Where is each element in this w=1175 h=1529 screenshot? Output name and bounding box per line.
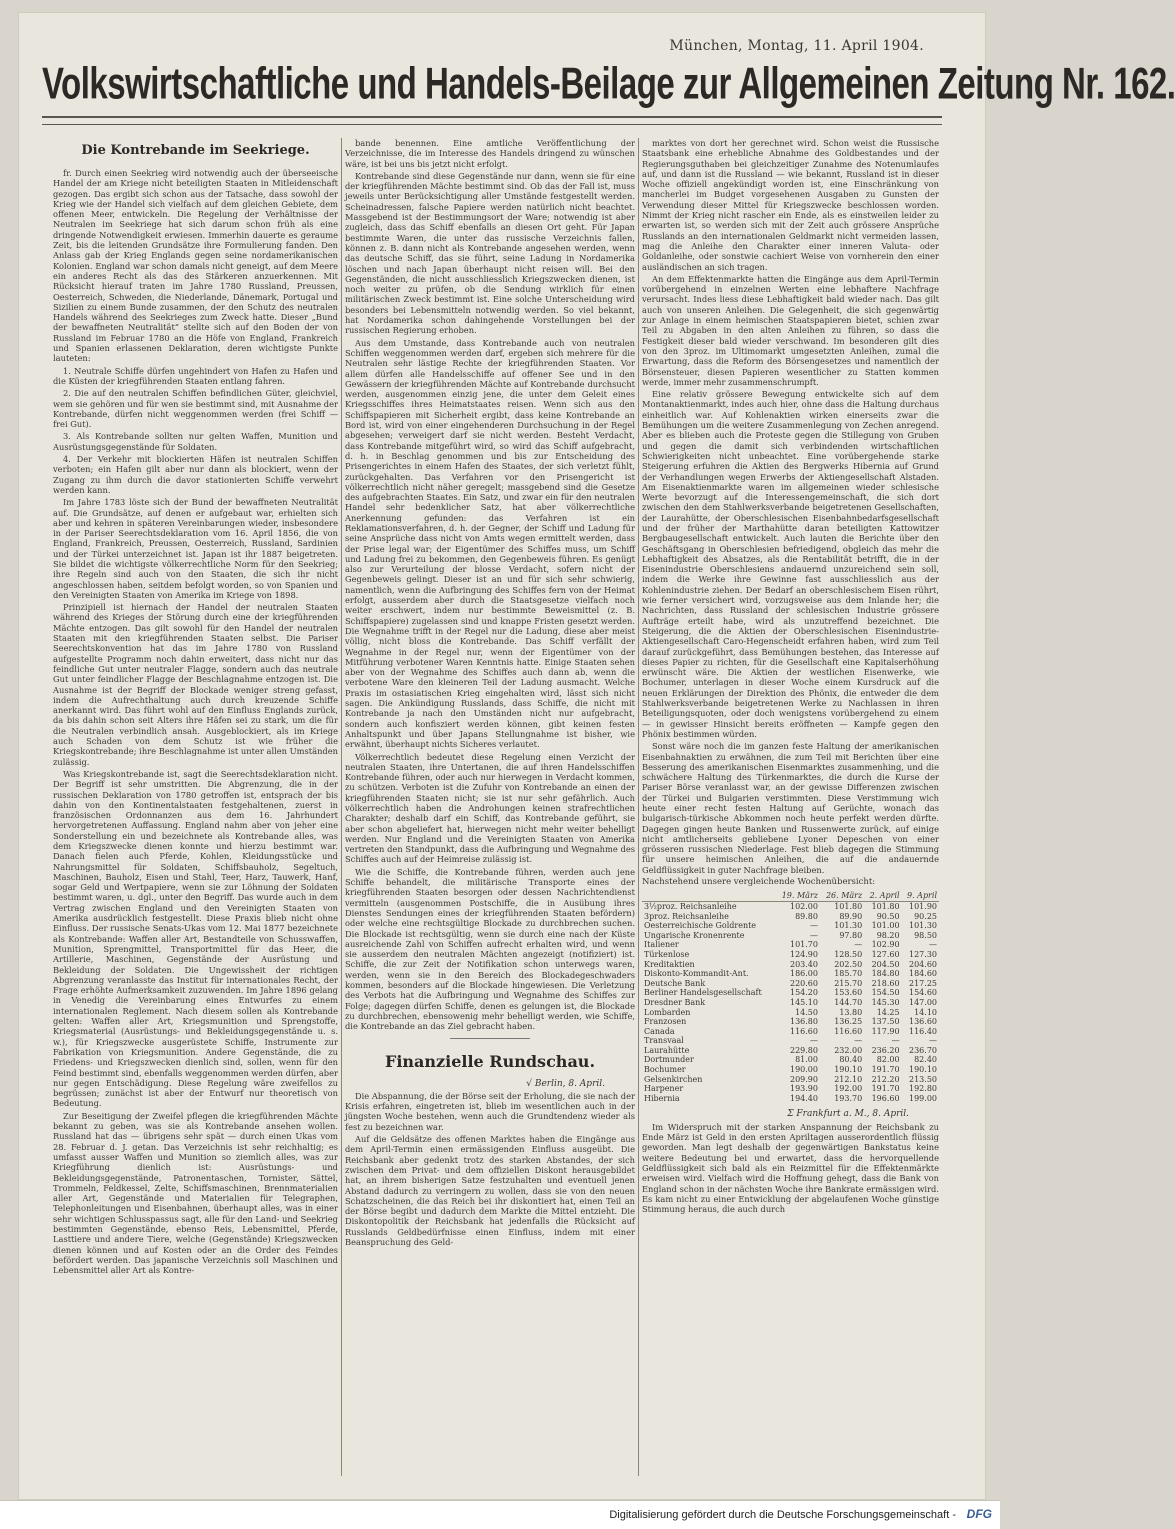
quote-value: 184.80 bbox=[871, 969, 900, 979]
paragraph: bande benennen. Eine amtliche Veröffentlichung der Verzeichnisse, die im Interesse des Handels dringend zu wünschen wäre, ist bei uns bis jetzt nicht erfolgt. bbox=[345, 138, 635, 169]
paragraph: Auf die Geldsätze des offenen Marktes haben die Eingänge aus dem April-Termin einen ermässigenden Einfluss ausgeübt. Die Reichsbank aber gedenkt trotz des starken Abstandes, der sich zwischen dem Privat- und dem offiziellen Diskont herausgebildet hat, an ihrem bisherigen Satze festzuhalten und eventuell jenen Abstand dadurch zu verringern zu wollen, dass sie von den neuen Schatzscheinen, die das Reich bei ihr diskontiert hat, einen Teil an der Börse begibt und dadurch dem Markte die Mittel entzieht. Die Diskontopolitik der Reichsbank hat jedenfalls die Rücksicht auf Russlands Geldbedürfnisse einen Einfluss, indem mit einer Beanspruchung des Geld- bbox=[345, 1134, 635, 1247]
quote-value: 82.40 bbox=[914, 1055, 937, 1065]
table-row bbox=[642, 901, 939, 911]
quote-value: 127.60 bbox=[871, 949, 900, 959]
article-end-rule bbox=[450, 1038, 530, 1039]
table-row bbox=[642, 1036, 939, 1046]
paragraph: Sonst wäre noch die im ganzen feste Haltung der amerikanischen Eisenbahnaktien zu erwähnen, die zum Teil mit Berichten über eine Besserung des amerikanischen Eisenmarktes zusammenhing, und die schwächere Haltung des Türkenmarktes, die durch die Kurse der Pariser Börse veranlasst war, an der gewisse Differenzen zwischen der Türkei und Bulgarien verstimmten. Diese Verstimmung wich heute einer recht festen Haltung auf Gerüchte, wonach das bulgarisch-türkische Abkommen noch heute perfekt werden dürfte. Dagegen gingen heute Banken und Russenwerte zurück, auf einige nicht amtlicherseits gebliebene Lyoner Depeschen von einer grösseren russischen Niederlage. Fest blieb dagegen die Stimmung für unsere heimischen Anleihen, die auf die andauernde Geldflüssigkeit in guter Nachfrage bleiben. bbox=[642, 741, 939, 875]
dateline: München, Montag, 11. April 1904. bbox=[669, 38, 924, 54]
paragraph: Völkerrechtlich bedeutet diese Regelung einen Verzicht der neutralen Staaten, ihre Untertanen, die auf ihren Handelsschiffen Kontrebande führen, oder auch nur hierwegen in Verdacht kommen, zu schützen. Verboten ist die Zufuhr von Kontrebande an einen der kriegführenden Staaten nicht; sie ist nur sehr gefährlich. Auch völkerrechtlich haben die Androhungen keinen strafrechtlichen Charakter; deshalb darf ein Schiff, das Kontrebande geführt, sie aber schon abgeliefert hat, hierwegen nicht mehr weiter behelligt werden. Nur England und die Vereinigten Staaten von Amerika vertreten den Standpunkt, dass die Aufbringung und Wegnahme des Schiffes auch auf der Heimreise zulässig ist. bbox=[345, 751, 635, 865]
quote-value: 81.00 bbox=[795, 1055, 818, 1065]
column-3 bbox=[642, 138, 939, 1476]
table-title: Nachstehend unsere vergleichende Wochenübersicht: bbox=[642, 877, 876, 888]
quote-value: 90.25 bbox=[914, 911, 937, 921]
quote-value: 232.00 bbox=[834, 1045, 863, 1055]
article-body bbox=[345, 1091, 635, 1247]
quote-value: 101.70 bbox=[789, 940, 818, 950]
quote-value: 190.10 bbox=[909, 1065, 937, 1075]
security-name: Oesterreichische Goldrente bbox=[644, 921, 757, 931]
paragraph: fr. Durch einen Seekrieg wird notwendig auch der überseeische Handel der am Kriege nicht beteiligten Staaten in Mitleidenschaft gezogen. Das ergibt sich schon aus der Tatsache, dass sowohl der Krieg wie der Handel sich vielfach auf dem gleichen Gebiete, dem offenen Meer, entwickeln. Die Regelung der Verhältnisse der Neutralen im Seekriege hat sich darum schon früh als eine dringende Notwendigkeit erwiesen. Immerhin dauerte es geraume Zeit, bis die leitenden Grundsätze ihre Formulierung fanden. Den Anlass gab der Krieg Englands gegen seine nordamerikanischen Kolonien. England war schon damals nicht geneigt, auf dem Meere ein anderes Recht als das des Stärkeren anzuerkennen. Mit Rücksicht hierauf traten im Jahre 1780 Russland, Preussen, Oesterreich, Schweden, die Niederlande, Dänemark, Portugal und Sizilien zu einem Bunde zusammen, der den Schutz des neutralen Handels während des Seekrieges zum Zweck hatte. Dieser „Bund der bewaffneten Neutralität“ stellte sich auf den Boden der von Russland im Februar 1780 an die Höfe von England, Frankreich und Spanien erlassenen Deklaration, deren wichtigste Punkte lauteten: bbox=[53, 168, 338, 364]
article-body bbox=[642, 1122, 939, 1215]
quote-value: 137.50 bbox=[871, 1017, 900, 1027]
quote-value: 209.90 bbox=[789, 1074, 818, 1084]
paragraph: Im Widerspruch mit der starken Anspannung der Reichsbank zu Ende März ist Geld in den ersten Apriltagen ausserordentlich flüssig geworden. Man legt deshalb der gegenwärtigen Bankstatus keine weitere Bedeutung bei und erwartet, dass die hervorquellende Geldflüssigkeit sich bald als ein Reizmittel für die Effektenmärkte erweisen wird. Vielfach wird die Hoffnung gehegt, dass die Bank von England schon in der nächsten Woche ihre Bankrate ermässigen wird. Es kam nicht zu einer Entwicklung der abgelaufenen Woche günstige Stimmung heraus, die auch durch bbox=[642, 1121, 939, 1215]
paragraph: Wie die Schiffe, die Kontrebande führen, werden auch jene Schiffe behandelt, die militärische Transporte eines der kriegführenden Staaten besorgen oder dessen Nachrichtendienst vermitteln (ausgenommen Postschiffe, die in Ausübung ihres Dienstes Sendungen eines der kriegführenden Staaten befördern) oder welche eine rechtsgültige Blockade zu durchbrechen suchen. Die Blockade ist rechtsgültig, wenn sie durch eine nach der Küste ausreichende Zahl von Schiffen aufrecht erhalten wird, und wenn sie ausserdem den neutralen Mächten angezeigt (notifiziert) ist. Schiffe, die zur Zeit der Notifikation schon unterwegs waren, werden, wenn sie in den Bereich des Blockadegeschwaders kommen, besonders auf die Blockade hingewiesen. Die Verletzung des Verbots hat die Aufbringung und Wegnahme des Schiffes zur Folge; dagegen dürfen Schiffe, denen es gelungen ist, die Blockade zu durchbrechen, ebensowenig mehr behelligt werden, wie Schiffe, die Kontrebande an das Ziel gebracht haben. bbox=[345, 866, 635, 1032]
security-name: Berliner Handelsgesellschaft bbox=[644, 988, 762, 998]
quote-value: 128.50 bbox=[834, 949, 863, 959]
quote-value: 90.50 bbox=[876, 911, 900, 921]
quote-value: 212.10 bbox=[834, 1074, 863, 1084]
security-name: Türkenlose bbox=[644, 949, 690, 959]
quote-value: 13.80 bbox=[839, 1007, 863, 1017]
quote-value: — bbox=[809, 921, 818, 931]
table-row bbox=[642, 1065, 939, 1075]
column-2 bbox=[345, 138, 635, 1476]
quote-value: 186.00 bbox=[789, 969, 818, 979]
article-title: Finanzielle Rundschau. bbox=[384, 1051, 596, 1071]
article-body-continued bbox=[642, 138, 939, 875]
security-name: Italiener bbox=[644, 940, 679, 950]
security-name: 3proz. Reichsanleihe bbox=[644, 911, 729, 921]
quote-value: 215.70 bbox=[834, 978, 863, 988]
table-row bbox=[642, 998, 939, 1008]
paragraph: 1. Neutrale Schiffe dürfen ungehindert von Hafen zu Hafen und die Küsten der kriegführenden Staaten entlang fahren. bbox=[53, 365, 338, 386]
article-dateline: Σ Frankfurt a. M., 8. April. bbox=[787, 1109, 909, 1120]
paragraph: Prinzipiell ist hiernach der Handel der neutralen Staaten während des Krieges der Störung durch eine der kriegführenden Mächte entzogen. Das gilt sowohl für den Handel der neutralen Staaten mit den kriegführenden Staaten selbst. Die Pariser Seerechtskonvention hat das im Jahre 1780 von Russland aufgestellte Programm noch dahin erweitert, dass nicht nur das feindliche Gut unter neutraler Flagge, sondern auch das neutrale Gut unter feindlicher Flagge der Beschlagnahme entzogen ist. Die Ausnahme ist der Begriff der Blockade weniger streng gefasst, indem die Aufrechthaltung auch durch kreuzende Schiffe anerkannt wird. Das führt wohl auf den Einfluss Englands zurück, da bis dahin schon seit Alters ihre Häfen sei zu stark, um die für die Neutralen verbindlich ansah. Ausgeblockiert, als im Kriege auch Schaden von dem Schutz ist wie früher die Kriegskontrebande; ihre Beschlagnahme ist unter allen Umständen zulässig. bbox=[53, 602, 338, 767]
table-row bbox=[642, 988, 939, 998]
quote-value: 190.00 bbox=[789, 1065, 818, 1075]
quote-value: 14.50 bbox=[795, 1007, 818, 1017]
quote-value: 116.40 bbox=[909, 1026, 937, 1036]
masthead-rule-top bbox=[42, 116, 942, 118]
quote-value: 190.10 bbox=[834, 1065, 863, 1075]
security-name: Deutsche Bank bbox=[644, 978, 706, 988]
quote-value: 213.50 bbox=[909, 1074, 937, 1084]
quote-value: 194.40 bbox=[789, 1093, 818, 1103]
paragraph: Im Jahre 1783 löste sich der Bund der bewaffneten Neutralität auf. Die Grundsätze, auf denen er aufgebaut war, erhielten sich aber und kehren in späteren Vereinbarungen wieder, insbesondere in der Pariser Seerechtsdeklaration vom 16. April 1856, die von England, Frankreich, Preussen, Oesterreich, Russland, Sardinien und der Türkei unterzeichnet ist. Japan ist ihr 1887 beigetreten. Sie bildet die wichtigste völkerrechtliche Norm für den Seekrieg; ihre Regeln sind auch von den Staaten, die sich ihr nicht angeschlossen haben, seitdem befolgt worden, so von Spanien und den Vereinigten Staaten von Amerika im Kriege von 1898. bbox=[53, 497, 338, 600]
quote-value: 199.00 bbox=[909, 1093, 937, 1103]
quote-value: 236.20 bbox=[871, 1045, 900, 1055]
table-row bbox=[642, 1027, 939, 1037]
quote-value: 136.60 bbox=[909, 1017, 937, 1027]
paragraph: Aus dem Umstande, dass Kontrebande auch von neutralen Schiffen weggenommen werden darf, ergeben sich mehrere für die Neutralen sehr lästige Rechte der kriegführenden Staaten. Vor allem dürfen alle Handelsschiffe auf offener See und in den Gewässern der kriegführenden Mächte auf Kontrebande durchsucht werden, ausgenommen einzig jene, die unter dem Geleit eines Kriegsschiffes ihres Heimatstaates reisen. Wenn sich aus den Schiffspapieren mit Sicherheit ergibt, dass keine Kontrebande an Bord ist, wird von einer eingehenderen Durchsuchung in der Regel abgesehen; verweigert darf sie nicht werden. Besteht Verdacht, dass Kontrebande mitgeführt wird, so wird das Schiff aufgebracht, d. h. in Beschlag genommen und bis zur Entscheidung des Prisengerichtes in einem Hafen des Staates, der sich verletzt fühlt, zurückgehalten. Das Verfahren vor den Prisengericht ist völkerrechtlich nicht näher geregelt; massgebend sind die Gesetze des aufgebrachten Staates. Ein Satz, und zwar ein für den neutralen Handel sehr bedenklicher Satz, hat aber völkerrechtliche Anerkennung gefunden: das Verfahren ist ein Reklamationsverfahren, d. h. der Gegner, der Schiff und Ladung für seine Ansprüche dass nicht von Amts wegen ermittelt werden, dass der Prise legal war; der Eigentümer des Schiffes muss, um Schiff und Ladung frei zu bekommen, den Gegenbeweis führen. Es genügt also zur Verurteilung der blosse Verdacht, sofern nicht der Gegenbeweis gelingt. Dieser ist an und für sich sehr schwierig, namentlich, wenn die Aufbringung des Schiffes fern von der Heimat erfolgt, ausserdem aber durch die Staatsgesetze vielfach noch weiter erschwert, indem nur bestimmte Beweismittel (z. B. Schiffspapiere) zugelassen sind und knappe Fristen gesetzt werden. Die Wegnahme trifft in der Regel nur die Ladung, diese aber meist völlig, nicht bloss die Kontrebande. Das Schiff verfällt der Wegnahme in der Regel nur, wenn der Eigentümer von der Mitführung verbotener Waren Kenntnis hatte. Einige Staaten sehen aber von der Wegnahme des Schiffes auch dann ab, wenn die verbotene Ware den kleineren Teil der Ladung ausmacht. Welche Praxis im ostasiatischen Krieg eingehalten wird, lässt sich nicht sagen. Die Ankündigung Russlands, dass Schiffe, die nicht mit Kontrebande ja nach den Umständen nicht nur aufgebracht, sondern auch konfisziert werden können, gibt keinen festen Anhaltspunkt und über Japans Stellungnahme ist bisher, wie erwähnt, überhaupt nichts Sicheres verlautet. bbox=[345, 337, 635, 750]
paragraph: marktes von dort her gerechnet wird. Schon weist die Russische Staatsbank eine erhebliche Abnahme des Goldbestandes und der Regierungsguthaben bei gleichzeitiger Zunahme des Notenumlaufes auf, und dann ist die Russland — wie bekannt, Russland ist in dieser Woche offiziell angekündigt worden ist, eine Einschränkung von mancherlei im Budget vorgesehenen Ausgaben zu Gunsten der Verwendung dieser Mittel für Kriegszwecke beschlossen worden. Nimmt der Krieg nicht rascher ein Ende, als es einstweilen leider zu erwarten ist, so werden sich mit der Zeit auch grössere Ansprüche Russlands an den internationalen Geldmarkt nicht vermeiden lassen, mag die Anleihe den Charakter einer inneren Valuta- oder Goldanleihe, oder sonstwie cachiert Weise von vornherein den einer ausländischen an sich tragen. bbox=[642, 138, 939, 272]
table-header-cell bbox=[642, 891, 776, 901]
quote-value: — bbox=[809, 1036, 818, 1046]
quote-value: 192.80 bbox=[909, 1084, 937, 1094]
table-row bbox=[642, 1094, 939, 1104]
paragraph: Eine relativ grössere Bewegung entwickelte sich auf dem Montanaktienmarkt, indes auch hier, ohne dass die Haltung durchaus einheitlich war. Auf Kohlenaktien wirken einerseits zwar die Bemühungen um die weitere Zusammenlegung von Zechen anregend. Aber es blieben auch die Proteste gegen die Stillegung von Gruben und gegen die damit sich verbindenden wirtschaftlichen Schwierigkeiten nicht unbeachtet. Eine vorübergehende starke Steigerung erfuhren die Aktien des Bergwerks Hibernia auf Grund der Verhandlungen wegen Erwerbs der Aktiengesellschaft Alstaden. Am Eisenaktienmarkte waren im allgemeinen wieder schlesische Werte bevorzugt auf die Interessengemeinschaft, die sich dort zwischen den dem Stahlwerksverbande beigetretenen Gesellschaften, der Laurahütte, der Oberschlesischen Eisenbahnbedarfsgesellschaft und der früher der Marthahütte daran beteiligten Kattowitzer Bergbaugesellschaft entwickelt. Auch lauten die Berichte über den Geschäftsgang in Oberschlesien befriedigend, obgleich das mehr die Lebhaftigkeit des Absatzes, als die Rentabilität betrifft, die in der Eisenindustrie Oberschlesiens andauernd unzureichend sein soll, indem die Werke ihre Gewinne fast ausschliesslich aus der Kohlenindustrie ziehen. Der Bedarf an oberschlesischem Eisen rührt, wie ferner versichert wird, vorzugsweise aus dem Inlande her; die Nachrichten, dass Russland der schlesischen Industrie grössere Aufträge erteilt habe, wird als unzutreffend bezeichnet. Die Steigerung, die die Aktien der Oberschlesischen Eisenindustrie-Aktiengesellschaft Caro-Hegenscheidt erfahren haben, wird zum Teil darauf zurückgeführt, dass Bemühungen bestehen, das Interesse auf dieses Papier zu richten, für die Gesellschaft eine Kapitalserhöhung erwünscht wäre. Die Aktien der westlichen Eisenwerke, wie Bochumer, unterlagen in dieser Woche einem Kursdruck auf die neuen Erklärungen der Direktion des Phönix, die entweder die dem Stahlwerksverbande beigetretenen Werke zu Nachlassen in ihren Beteiligungsquoten, oder doch wenigstens vorübergehend zu einem — in gewisser Hinsicht bereits eröffneten — Kampfe gegen den Phönix bestimmen würden. bbox=[642, 389, 939, 739]
quote-value: 97.80 bbox=[839, 930, 863, 940]
quote-value: 124.90 bbox=[789, 949, 818, 959]
table-row bbox=[642, 960, 939, 970]
quote-value: 101.80 bbox=[834, 901, 863, 911]
quote-value: 101.30 bbox=[909, 921, 937, 931]
quote-value: 101.00 bbox=[871, 921, 900, 931]
table-row bbox=[642, 1084, 939, 1094]
funding-note: Digitalisierung gefördert durch die Deutsche Forschungsgemeinschaft - bbox=[609, 1509, 956, 1521]
quote-value: 154.50 bbox=[871, 988, 900, 998]
column-1 bbox=[53, 138, 338, 1476]
security-name: Bochumer bbox=[644, 1065, 686, 1075]
quote-value: 127.30 bbox=[909, 949, 937, 959]
quote-value: 236.70 bbox=[909, 1045, 937, 1055]
masthead-title: Volkswirtschaftliche und Handels-Beilage zur Allgemeinen Zeitung Nr. 162. bbox=[42, 58, 1175, 108]
quote-value: 217.25 bbox=[909, 978, 937, 988]
table-header-cell: 2. April bbox=[864, 891, 901, 901]
table-row bbox=[642, 940, 939, 950]
security-name: Ungarische Kronenrente bbox=[644, 930, 745, 940]
quote-value: 14.25 bbox=[876, 1007, 900, 1017]
article-body-continued bbox=[345, 138, 635, 1032]
quote-value: 193.90 bbox=[789, 1084, 818, 1094]
quote-value: 204.60 bbox=[909, 959, 937, 969]
security-name: Harpener bbox=[644, 1084, 684, 1094]
quote-value: 204.50 bbox=[871, 959, 900, 969]
quote-value: — bbox=[854, 940, 863, 950]
article-dateline: √ Berlin, 8. April. bbox=[526, 1078, 605, 1089]
article-body bbox=[53, 168, 338, 1275]
quote-value: 191.70 bbox=[871, 1084, 900, 1094]
column-separator bbox=[638, 138, 639, 1476]
quote-value: — bbox=[929, 1036, 937, 1046]
article-title: Die Kontrebande im Seekriege. bbox=[81, 143, 310, 158]
quote-value: 14.10 bbox=[914, 1007, 937, 1017]
dfg-logo: DFG bbox=[966, 1507, 992, 1521]
quote-value: 82.00 bbox=[876, 1055, 900, 1065]
table-row bbox=[642, 950, 939, 960]
quote-value: 192.00 bbox=[834, 1084, 863, 1094]
paragraph: 3. Als Kontrebande sollten nur gelten Waffen, Munition und Ausrüstungsgegenstände für Soldaten. bbox=[53, 431, 338, 452]
quote-value: 193.70 bbox=[834, 1093, 863, 1103]
quote-value: 116.60 bbox=[834, 1026, 863, 1036]
table-row bbox=[642, 1017, 939, 1027]
paragraph: Zur Beseitigung der Zweifel pflegen die kriegführenden Mächte bekannt zu geben, was sie als Kontrebande ansehen wollen. Russland hat das — übrigens sehr spät — durch einen Ukas vom 28. Februar d. J. getan. Das Verzeichnis ist sehr reichhaltig; es umfasst ausser Waffen und Munition so ziemlich alles, was zur Kriegführung dienlich ist: Ausrüstungs- und Bekleidungsgegenstände, Patronentaschen, Tornister, Sättel, Trommeln, Feldkessel, Zelte, Schiffsmaschinen, Brennmaterialien aller Art, Gegenstände und Materialien für Telegraphen, Telephonleitungen und Eisenbahnen, überhaupt alles, was in einer sehr wichtigen Schlusspassus sagt, alle für den Land- und Seekrieg bestimmten Gegenstände, ebenso Reis, Lebensmittel, Pferde, Lasttiere und andere Tiere, welche (Gegenstände) Kriegszwecken dienen können und auf Kosten oder an die Order des Feindes befördert werden. Das japanische Verzeichnis soll Maschinen und Lebensmittel aller Art als Kontre- bbox=[53, 1110, 338, 1276]
quote-value: — bbox=[809, 930, 818, 940]
security-name: Laurahütte bbox=[644, 1045, 690, 1055]
table-row bbox=[642, 1055, 939, 1065]
quote-value: 191.70 bbox=[871, 1065, 900, 1075]
quote-value: 101.30 bbox=[834, 921, 863, 931]
quote-value: 212.20 bbox=[871, 1074, 900, 1084]
security-name: Diskonto-Kommandit-Ant. bbox=[644, 969, 749, 979]
weekly-quotes-table bbox=[642, 891, 939, 1103]
paragraph: 2. Die auf den neutralen Schiffen befindlichen Güter, gleichviel, wem sie gehören und für wen sie bestimmt sind, mit Ausnahme der Kontrebande, dürfen nicht weggenommen werden (frei Schiff — frei Gut). bbox=[53, 388, 338, 430]
quote-value: 98.20 bbox=[876, 930, 900, 940]
quote-value: 154.60 bbox=[909, 988, 937, 998]
paragraph: Kontrebande sind diese Gegenstände nur dann, wenn sie für eine der kriegführenden Mächte bestimmt sind. Ob das der Fall ist, muss jeweils unter Berücksichtigung aller Umstände festgestellt werden. Scheinadressen, falsche Papiere werden natürlich nicht beachtet. Massgebend ist der Bestimmungsort der Ware; notwendig ist aber zugleich, dass das Schiff ebenfalls an diesen Ort geht. Für Japan bestimmte Waren, die unter das russische Verzeichnis fallen, können z. B. dann nicht als Kontrebande angesehen werden, wenn das deutsche Schiff, das sie führt, seine Ladung in Nordamerika löschen und nach Japan überhaupt nicht reisen will. Bei den Gegenständen, die nicht ausschliesslich Kriegszwecken dienen, ist noch weiter zu prüfen, ob die Sendung wirklich für einen militärischen Zweck bestimmt ist. Eine solche Unterscheidung wird besonders bei Lebensmitteln notwendig werden. So viel bekannt, hat Nordamerika schon dahingehende Vorstellungen bei der russischen Regierung erhoben. bbox=[345, 170, 635, 336]
security-name: Franzosen bbox=[644, 1017, 687, 1027]
paragraph: Was Kriegskontrebande ist, sagt die Seerechtsdeklaration nicht. Der Begriff ist sehr umstritten. Die Abgrenzung, die in der russischen Deklaration von 1780 getroffen ist, entsprach der bis dahin von den Kontinentalstaaten festgehaltenen, zuerst in französischen Ordonnanzen aus dem 16. Jahrhundert hervorgetretenen Auffassung. England nahm aber von jeher eine Sonderstellung ein und bezeichnete als Kontrebande alles, was dem Kriegszwecke dienen konnte und hierzu bestimmt war. Danach fielen auch Pferde, Kohlen, Kleidungsstücke und Nahrungsmittel für Soldaten, Schiffsbauholz, Segeltuch, Maschinen, Bauholz, Eisen und Stahl, Teer, Harz, Tauwerk, Hanf, sogar Geld und Wertpapiere, wenn sie zur Löhnung der Soldaten bestimmt waren, u. dgl., unter den Begriff. Das wurde auch in dem Vertrag zwischen England und den Vereinigten Staaten von Amerika ausdrücklich festgestellt. Diese Praxis blieb nicht ohne Einfluss. Der russische Senats-Ukas vom 12. Mai 1877 bezeichnete als Kontrebande: Waffen aller Art, Bestandteile von Schusswaffen, Munition, Sprengmittel, Transportmittel für das Heer, die Artillerie, Maschinen, Gegenstände der Ausrüstung und Bekleidung der Soldaten. Die Ungewissheit der richtigen Abgrenzung veranlasste das Institut für internationales Recht, der Frage erhöhte Aufmerksamkeit zuzuwenden. Im Jahre 1896 gelang in Venedig die Vereinbarung eines Entwurfes zu einem internationalen Reglement. Nach diesem sollen als Kontrebande gelten: Waffen aller Art, Kriegsmunition und Sprengstoffe, Kriegsmaterial (Ausrüstungs- und Bekleidungsgegenstände u. s. w.), für Kriegszwecke ausgerüstete Schiffe, Instrumente zur Fabrikation von Kriegsmunition. Andere Gegenstände, die zu Friedens- und Kriegszwecken dienlich sind, sollen, wenn für den Feind bestimmt sind, ebenfalls weggenommen werden dürfen, aber nur gegen Entschädigung. Diese Regelung wäre zweifellos zu begrüssen; zunächst ist aber der Entwurf nur theoretisch von Bedeutung. bbox=[53, 768, 338, 1109]
quote-value: 101.90 bbox=[909, 901, 937, 911]
table-header-cell: 19. März bbox=[776, 891, 820, 901]
quote-value: 89.90 bbox=[839, 911, 863, 921]
quote-value: 89.80 bbox=[795, 911, 818, 921]
table-row bbox=[642, 1046, 939, 1056]
security-name: 3½proz. Reichsanleihe bbox=[644, 901, 737, 911]
security-name: Dresdner Bank bbox=[644, 997, 706, 1007]
quote-value: 136.80 bbox=[789, 1017, 818, 1027]
security-name: Dortmunder bbox=[644, 1055, 694, 1065]
quote-value: 98.50 bbox=[914, 930, 937, 940]
quote-value: 145.10 bbox=[789, 997, 818, 1007]
table-row bbox=[642, 921, 939, 931]
quote-value: 102.90 bbox=[871, 940, 900, 950]
quote-value: 136.25 bbox=[834, 1017, 863, 1027]
quote-value: 144.70 bbox=[834, 997, 863, 1007]
paragraph: 4. Der Verkehr mit blockierten Häfen ist neutralen Schiffen verboten; ein Hafen gilt aber nur dann als blockiert, wenn der Zugang zu ihm durch die davor stationierten Schiffe verwehrt werden kann. bbox=[53, 454, 338, 495]
quote-value: 145.30 bbox=[871, 997, 900, 1007]
security-name: Transvaal bbox=[644, 1036, 684, 1046]
paragraph: An dem Effektenmarkte hatten die Eingänge aus dem April-Termin vorübergehend in einzelnen Werten eine lebhaftere Nachfrage verursacht. Indes liess diese Lebhaftigkeit bald wieder nach. Das gilt auch von unseren Anleihen. Die Gelegenheit, die sich gegenwärtig zur Anlage in einem heimischen Staatspapieren bietet, schien zwar Teil zu Abgaben in den alten Anleihen zu führen, so dass die Festigkeit dieser bald wieder verschwand. Im besonderen gilt dies von den 3proz. im Ultimomarkt umgesetzten Anleihen, zumal die Erwartung, dass die Reform des Börsengesetzes und namentlich der Börsensteuer, diesen Papieren wesentlicher zu Statten kommen werde, immer mehr zusammenschrumpft. bbox=[642, 273, 939, 387]
quote-value: 80.40 bbox=[839, 1055, 863, 1065]
quote-value: 153.60 bbox=[834, 988, 863, 998]
quote-value: 117.90 bbox=[871, 1026, 900, 1036]
column-separator bbox=[341, 138, 342, 1476]
security-name: Gelsenkirchen bbox=[644, 1074, 703, 1084]
table-header-cell: 9. April bbox=[902, 891, 939, 901]
footer-bar bbox=[0, 1500, 1000, 1529]
quote-value: 196.60 bbox=[871, 1093, 900, 1103]
security-name: Kreditaktien bbox=[644, 959, 695, 969]
quote-value: 202.50 bbox=[834, 959, 863, 969]
quote-value: 229.80 bbox=[789, 1045, 818, 1055]
table-row bbox=[642, 1075, 939, 1085]
table-row bbox=[642, 912, 939, 922]
quote-value: 102.00 bbox=[789, 901, 818, 911]
quote-value: — bbox=[891, 1036, 900, 1046]
table-row bbox=[642, 931, 939, 941]
quote-value: — bbox=[854, 1036, 863, 1046]
security-name: Hibernia bbox=[644, 1093, 680, 1103]
quote-value: 101.80 bbox=[871, 901, 900, 911]
quote-value: — bbox=[929, 940, 937, 950]
table-row bbox=[642, 1008, 939, 1018]
table-row bbox=[642, 979, 939, 989]
quote-value: 220.60 bbox=[789, 978, 818, 988]
table-header-cell: 26. März bbox=[820, 891, 864, 901]
security-name: Canada bbox=[644, 1026, 675, 1036]
quote-value: 185.70 bbox=[834, 969, 863, 979]
table-row bbox=[642, 969, 939, 979]
quote-value: 203.40 bbox=[789, 959, 818, 969]
quote-value: 147.00 bbox=[909, 997, 937, 1007]
quote-value: 184.60 bbox=[909, 969, 937, 979]
masthead-rule-bottom bbox=[42, 124, 942, 125]
quote-value: 154.20 bbox=[789, 988, 818, 998]
paragraph: Die Abspannung, die der Börse seit der Erholung, die sie nach der Krisis erfahren, eingetreten ist, blieb im wesentlichen auch in der jüngsten Woche bestehen, wenn auch die Grundtendenz wieder als fest zu bezeichnen war. bbox=[345, 1090, 635, 1132]
security-name: Lombarden bbox=[644, 1007, 691, 1017]
quote-value: 116.60 bbox=[789, 1026, 818, 1036]
quote-value: 218.60 bbox=[871, 978, 900, 988]
